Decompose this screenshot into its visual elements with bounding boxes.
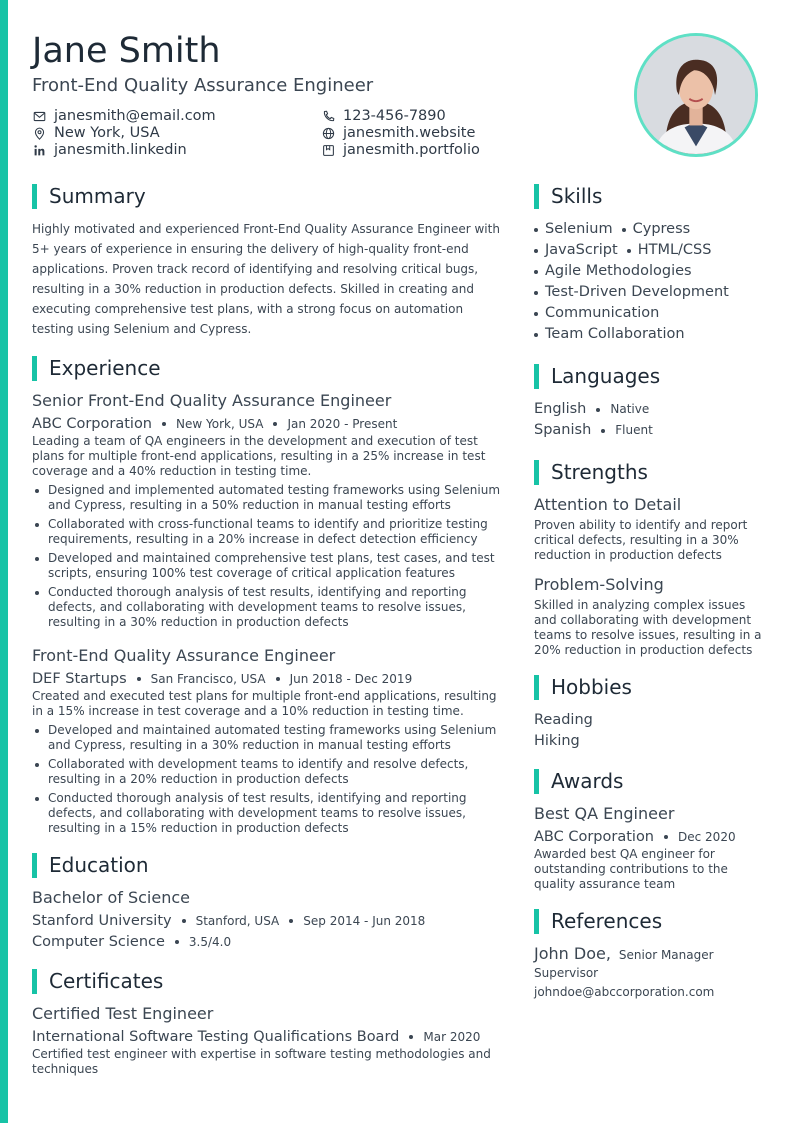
job-description: Leading a team of QA engineers in the development and execution of test plans for multiple front-end applications, resulting in a 25% increase in test coverage and a 40% reduction in testing time.	[32, 434, 486, 478]
summary-text: Highly motivated and experienced Front-End Quality Assurance Engineer with 5+ years of experience in ensuring the delivery of high-quality front-end applications. Proven track record of identifying and resolving critical bugs, resulting in a 30% reduction in production defects. Skilled in creating and executing comprehensive test plans, with a strong focus on automation testing using Selenium and Cypress.	[32, 222, 500, 336]
education-location: Stanford, USA	[195, 914, 280, 928]
experience-heading: Experience	[32, 355, 506, 381]
contact-phone-text: 123-456-7890	[343, 108, 446, 124]
references-section	[534, 908, 766, 1001]
education-meta	[32, 911, 506, 931]
summary-heading: Summary	[32, 183, 506, 209]
reference-position: Senior Manager	[618, 948, 714, 962]
award-issuer: ABC Corporation	[534, 829, 655, 845]
job-location: San Francisco, USA	[150, 672, 266, 686]
contact-linkedin-text: janesmith.linkedin	[54, 142, 187, 158]
job-meta	[32, 414, 506, 434]
list-item: Developed and maintained automated testing frameworks using Selenium and Cypress, resulting in a 30% reduction in manual testing efforts	[32, 723, 506, 753]
contact-portfolio-text: janesmith.portfolio	[343, 142, 480, 158]
strength-description: Proven ability to identify and report critical defects, resulting in a 30% reduction in production defects	[534, 518, 748, 562]
portfolio-icon	[321, 143, 336, 158]
reference-relation: Supervisor	[534, 966, 599, 980]
certificate-date: Mar 2020	[423, 1030, 481, 1044]
strength-name: Attention to Detail	[534, 495, 682, 514]
list-item: Developed and maintained comprehensive test plans, test cases, and test scripts, ensuring 100% test coverage of critical application features	[32, 551, 506, 581]
candidate-name: Jane Smith	[32, 31, 221, 71]
contact-portfolio[interactable]	[321, 142, 480, 159]
strengths-heading: Strengths	[534, 459, 766, 485]
list-item: Conducted thorough analysis of test results, identifying and reporting defects, and collaborating with development teams to resolve issues, resulting in a 30% reduction in production defects	[32, 585, 506, 630]
job-meta	[32, 669, 506, 689]
candidate-title: Front-End Quality Assurance Engineer	[32, 75, 374, 96]
job-role: Senior Front-End Quality Assurance Engineer	[32, 391, 392, 410]
skill-item: Communication	[545, 305, 660, 321]
separator-dot	[276, 677, 280, 681]
hobby-item: Reading	[534, 712, 593, 728]
language-name: English	[534, 401, 587, 417]
award-name: Best QA Engineer	[534, 804, 675, 823]
reference-name-row	[534, 944, 766, 963]
language-name: Spanish	[534, 422, 592, 438]
experience-item	[32, 646, 506, 836]
contact-linkedin[interactable]	[32, 142, 216, 159]
bullet-dot	[534, 312, 538, 316]
reference-name: John Doe,	[534, 944, 611, 963]
contact-email[interactable]	[32, 108, 216, 125]
contact-list-right	[321, 108, 480, 159]
bullet-dot	[534, 291, 538, 295]
skill-item: Team Collaboration	[545, 326, 685, 342]
accent-bar	[0, 0, 8, 1123]
skills-list	[534, 219, 766, 345]
contact-location-text: New York, USA	[54, 125, 160, 141]
contact-website-text: janesmith.website	[343, 125, 476, 141]
job-role: Front-End Quality Assurance Engineer	[32, 646, 336, 665]
strengths-section	[534, 459, 766, 658]
list-item: Designed and implemented automated testing frameworks using Selenium and Cypress, resulting in a 50% reduction in manual testing efforts	[32, 483, 506, 513]
certificate-description: Certified test engineer with expertise in software testing methodologies and techniques	[32, 1047, 491, 1076]
contact-location	[32, 125, 216, 142]
job-company: DEF Startups	[32, 671, 127, 687]
linkedin-icon	[32, 143, 47, 158]
separator-dot	[601, 429, 605, 433]
phone-icon	[321, 109, 336, 124]
education-gpa: 3.5/4.0	[188, 935, 232, 949]
separator-dot	[175, 940, 179, 944]
skill-item: Agile Methodologies	[545, 263, 692, 279]
separator-dot	[596, 408, 600, 412]
award-meta	[534, 827, 766, 847]
list-item: Collaborated with development teams to identify and resolve defects, resulting in a 20% reduction in production defects	[32, 757, 506, 787]
skill-item: HTML/CSS	[637, 242, 712, 258]
right-column	[534, 183, 766, 1001]
certificates-heading: Certificates	[32, 968, 506, 994]
list-item: Collaborated with cross-functional teams to identify and prioritize testing requirements, resulting in a 20% increase in defect detection efficiency	[32, 517, 506, 547]
strength-name: Problem-Solving	[534, 575, 664, 594]
certificates-section	[32, 968, 506, 1077]
bullet-dot	[534, 333, 538, 337]
contact-phone[interactable]	[321, 108, 480, 125]
education-section	[32, 852, 506, 952]
job-location: New York, USA	[176, 417, 264, 431]
language-level: Fluent	[615, 423, 653, 437]
separator-dot	[137, 677, 141, 681]
bullet-dot	[534, 249, 538, 253]
experience-section	[32, 355, 506, 836]
education-heading: Education	[32, 852, 506, 878]
hobbies-heading: Hobbies	[534, 674, 766, 700]
education-school: Stanford University	[32, 913, 172, 929]
language-level: Native	[610, 402, 650, 416]
language-item	[534, 399, 766, 420]
education-dates: Sep 2014 - Jun 2018	[303, 914, 426, 928]
skills-heading: Skills	[534, 183, 766, 209]
profile-photo	[634, 33, 758, 157]
awards-heading: Awards	[534, 768, 766, 794]
languages-section	[534, 363, 766, 441]
hobby-item: Hiking	[534, 733, 580, 749]
left-column	[32, 183, 506, 1077]
contact-website[interactable]	[321, 125, 480, 142]
references-heading: References	[534, 908, 766, 934]
strength-description: Skilled in analyzing complex issues and collaborating with development teams to resolve issues, resulting in a 20% reduction in production defects	[534, 598, 762, 657]
certificate-meta	[32, 1027, 506, 1047]
skill-item: Test-Driven Development	[545, 284, 729, 300]
summary-section	[32, 183, 506, 339]
skill-item: JavaScript	[545, 242, 618, 258]
separator-dot	[409, 1035, 413, 1039]
education-degree: Bachelor of Science	[32, 888, 190, 907]
experience-item	[32, 391, 506, 630]
separator-dot	[289, 919, 293, 923]
skill-item: Selenium	[545, 221, 613, 237]
list-item: Conducted thorough analysis of test results, identifying and reporting defects, and collaborating with development teams to resolve issues, resulting in a 15% reduction in production defects	[32, 791, 506, 836]
award-description: Awarded best QA engineer for outstanding contributions to the quality assurance team	[534, 847, 728, 891]
globe-icon	[321, 126, 336, 141]
hobbies-section	[534, 674, 766, 752]
contact-list-left	[32, 108, 216, 159]
certificate-issuer: International Software Testing Qualifications Board	[32, 1029, 400, 1045]
skills-section	[534, 183, 766, 345]
mail-icon	[32, 109, 47, 124]
skill-item: Cypress	[632, 221, 691, 237]
award-date: Dec 2020	[678, 830, 736, 844]
certificate-name: Certified Test Engineer	[32, 1004, 214, 1023]
job-dates: Jan 2020 - Present	[287, 417, 398, 431]
separator-dot	[182, 919, 186, 923]
language-item	[534, 420, 766, 441]
awards-section	[534, 768, 766, 892]
languages-heading: Languages	[534, 363, 766, 389]
separator-dot	[664, 835, 668, 839]
bullet-dot	[627, 249, 631, 253]
reference-email[interactable]: johndoe@abccorporation.com	[534, 985, 715, 999]
education-field: Computer Science	[32, 934, 165, 950]
job-bullets	[32, 723, 506, 836]
profile-portrait-illustration	[637, 36, 755, 154]
job-dates: Jun 2018 - Dec 2019	[289, 672, 413, 686]
contact-email-text: janesmith@email.com	[54, 108, 216, 124]
bullet-dot	[622, 228, 626, 232]
bullet-dot	[534, 270, 538, 274]
job-bullets	[32, 483, 506, 630]
location-pin-icon	[32, 126, 47, 141]
separator-dot	[162, 422, 166, 426]
job-description: Created and executed test plans for multiple front-end applications, resulting in a 15% increase in test coverage and a 10% reduction in testing time.	[32, 689, 497, 718]
separator-dot	[273, 422, 277, 426]
job-company: ABC Corporation	[32, 416, 153, 432]
bullet-dot	[534, 228, 538, 232]
education-field-row	[32, 932, 506, 952]
